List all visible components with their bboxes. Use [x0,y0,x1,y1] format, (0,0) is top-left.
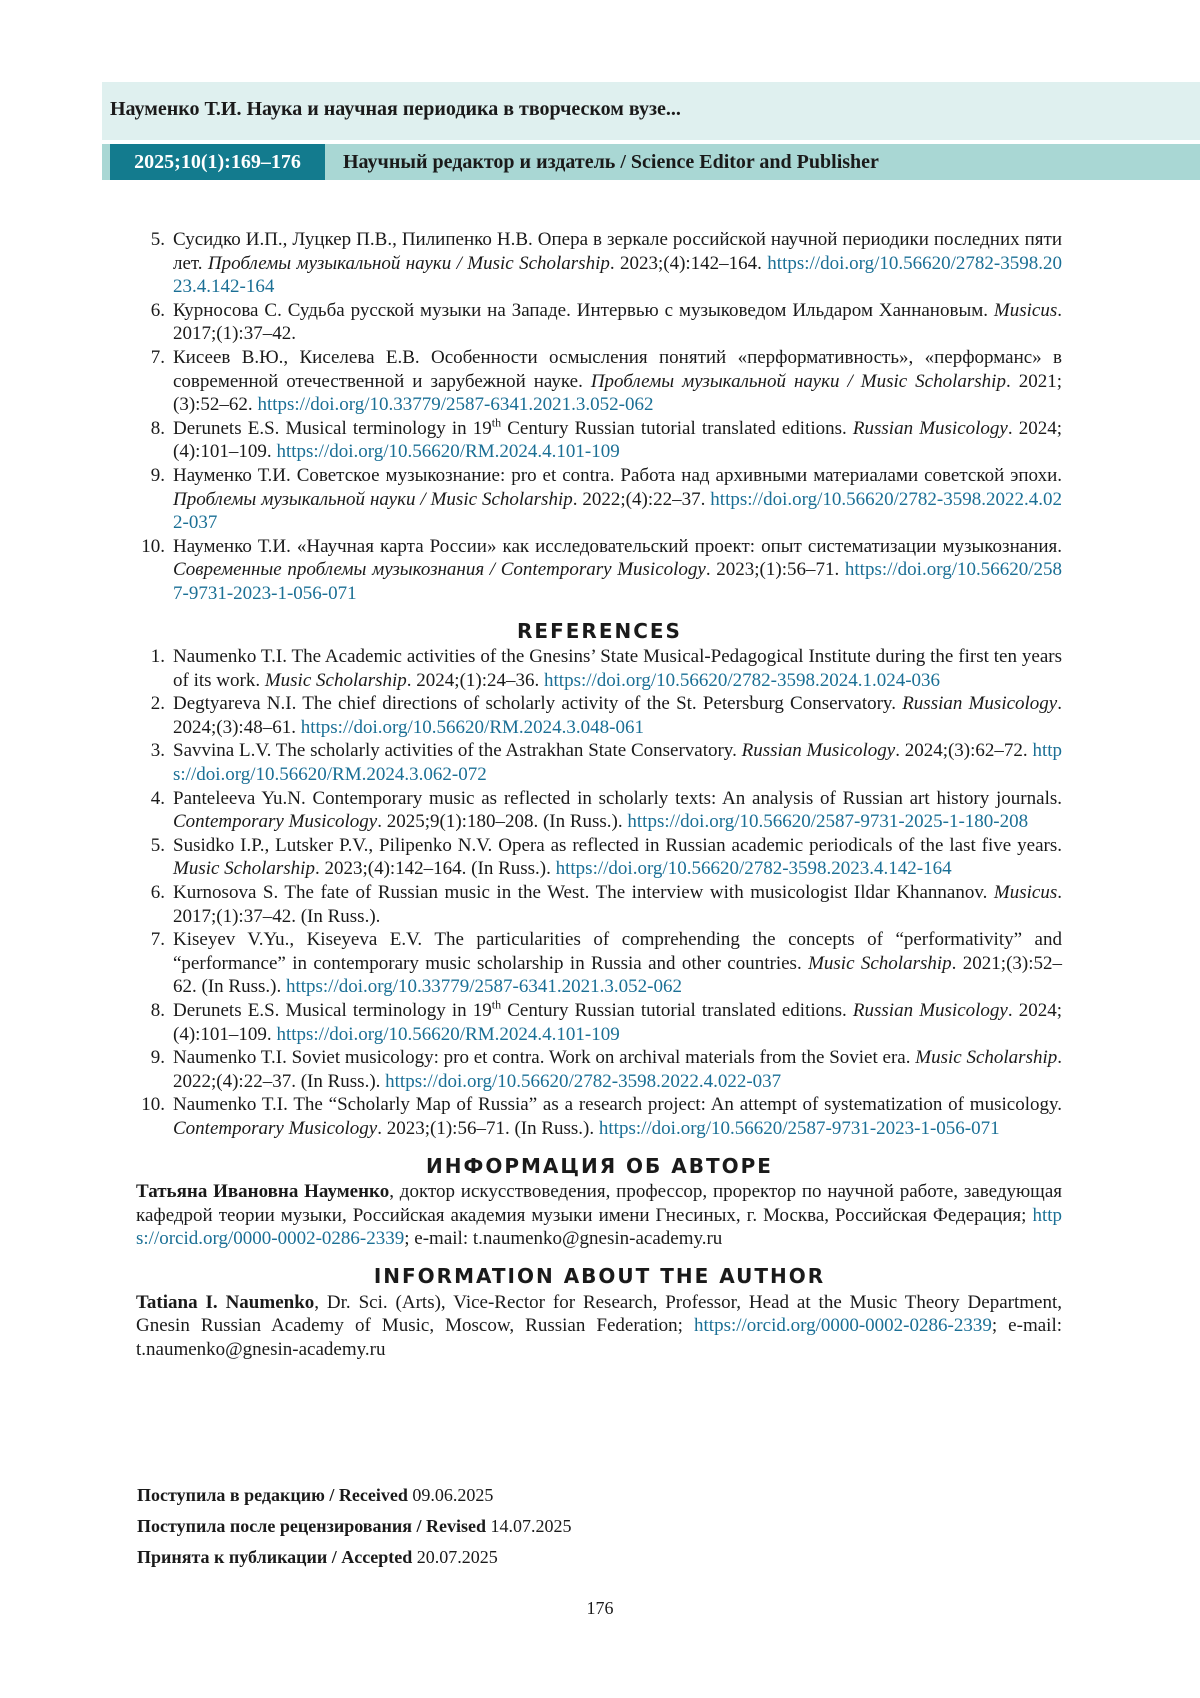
reference-authors-title: Derunets E.S. Musical terminology in 19th Century Russian tutorial translated editions. [173,418,853,439]
author-info-en-heading: INFORMATION ABOUT THE AUTHOR [137,1265,1062,1289]
reference-details: . 2024;(1):24–36. [407,670,544,691]
doi-link[interactable]: https://doi.org/10.56620/RM.2024.4.101-109 [276,441,619,462]
reference-text [173,299,1062,346]
reference-authors-title: Науменко Т.И. Советское музыкознание: pro et contra. Работа над архивными материалами советской эпохи. [173,465,1062,486]
reference-text [173,645,1062,692]
reference-text [173,881,1062,928]
russian-reference-list [137,228,1062,606]
reference-number: 10. [137,1093,165,1117]
reference-journal: Contemporary Musicology [173,811,377,832]
reference-item [137,299,1062,346]
reference-item [137,928,1062,999]
reference-details: . 2023;(4):142–164. [610,253,767,274]
doi-link[interactable]: https://doi.org/10.33779/2587-6341.2021.3.052-062 [286,976,682,997]
author-description-ru: , доктор искусствоведения, профессор, проректор по научной работе, заведующая кафедрой теории музыки, Российская академия музыки имени Гнесиных, г. Москва, Российская Федерация; [136,1181,1062,1226]
reference-authors-title: Naumenko T.I. Soviet musicology: pro et contra. Work on archival materials from the Soviet era. [173,1047,915,1068]
reference-journal: Music Scholarship [265,670,407,691]
reference-authors-title: Науменко Т.И. «Научная карта России» как исследовательский проект: опыт систематизации музыкознания. [173,536,1062,557]
reference-number: 7. [137,346,165,370]
ordinal-suffix: th [492,998,501,1012]
reference-authors-title: Savvina L.V. The scholarly activities of the Astrakhan State Conservatory. [173,740,742,761]
reference-details: . 2025;9(1):180–208. (In Russ.). [377,811,627,832]
reference-text [173,999,1062,1046]
date-revised-label: Поступила после рецензирования / Revised [137,1516,486,1536]
reference-details: . 2024;(3):48–61. [173,693,1062,738]
journal-name: Научный редактор и издатель / Science Editor and Publisher [343,144,879,180]
doi-link[interactable]: https://doi.org/10.56620/RM.2024.3.062-072 [173,740,1062,785]
reference-item [137,999,1062,1046]
reference-text [173,928,1062,999]
reference-item [137,881,1062,928]
author-info-ru-heading: ИНФОРМАЦИЯ ОБ АВТОРЕ [137,1155,1062,1179]
doi-link[interactable]: https://doi.org/10.56620/2587-9731-2023-1-056-071 [599,1118,1000,1139]
reference-number: 3. [137,739,165,763]
reference-details: . 2023;(1):56–71. [706,559,845,580]
reference-details: . 2024;(3):62–72. [895,740,1032,761]
reference-journal: Russian Musicology [853,1000,1008,1021]
reference-authors-title: Degtyareva N.I. The chief directions of scholarly activity of the St. Petersburg Conservatory. [173,693,902,714]
reference-authors-title: Kurnosova S. The fate of Russian music in the West. The interview with musicologist Ildar Khannanov. [173,882,994,903]
date-accepted-value: 20.07.2025 [412,1547,498,1567]
reference-text [173,228,1062,299]
reference-journal: Music Scholarship [915,1047,1057,1068]
doi-link[interactable]: https://doi.org/10.56620/2782-3598.2023.4.142-164 [173,253,1062,298]
date-received-label: Поступила в редакцию / Received [137,1485,408,1505]
date-accepted [137,1542,571,1573]
reference-item [137,739,1062,786]
reference-authors-title: Naumenko T.I. The “Scholarly Map of Russia” as a research project: An attempt of systematization of musicology. [173,1094,1062,1115]
doi-link[interactable]: https://doi.org/10.33779/2587-6341.2021.3.052-062 [257,394,653,415]
date-accepted-label: Принята к публикации / Accepted [137,1547,412,1567]
reference-item [137,1046,1062,1093]
reference-details: . 2017;(1):37–42. [173,300,1062,345]
reference-item [137,692,1062,739]
reference-text [173,739,1062,786]
author-name-ru: Татьяна Ивановна Науменко [136,1181,389,1202]
orcid-link-ru[interactable]: https://orcid.org/0000-0002-0286-2339 [136,1205,1062,1250]
reference-number: 8. [137,417,165,441]
reference-text [173,1093,1062,1140]
reference-details: . 2022;(4):22–37. (In Russ.). [173,1047,1062,1092]
reference-journal: Russian Musicology [742,740,896,761]
reference-item [137,787,1062,834]
reference-authors-title: Susidko I.P., Lutsker P.V., Pilipenko N.V. Opera as reflected in Russian academic periodicals of the last five years. [173,835,1062,856]
reference-number: 10. [137,535,165,559]
reference-journal: Проблемы музыкальной науки / Music Scholarship [208,253,610,274]
doi-link[interactable]: https://doi.org/10.56620/2782-3598.2022.4.022-037 [173,489,1062,534]
reference-item [137,417,1062,464]
reference-item [137,1093,1062,1140]
doi-link[interactable]: https://doi.org/10.56620/2587-9731-2023-1-056-071 [173,559,1062,604]
reference-number: 6. [137,299,165,323]
reference-text [173,346,1062,417]
reference-details: . 2023;(1):56–71. (In Russ.). [377,1118,599,1139]
reference-number: 5. [137,834,165,858]
main-content [137,228,1062,1361]
reference-journal: Contemporary Musicology [173,1118,377,1139]
reference-item [137,645,1062,692]
english-reference-list [137,645,1062,1140]
reference-number: 5. [137,228,165,252]
doi-link[interactable]: https://doi.org/10.56620/RM.2024.3.048-061 [301,717,644,738]
author-email-en: ; e-mail: t.naumenko@gnesin-academy.ru [136,1315,1062,1360]
publication-dates [137,1480,571,1573]
reference-details: . 2021;(3):52–62. (In Russ.). [173,953,1062,998]
doi-link[interactable]: https://doi.org/10.56620/2782-3598.2024.1.024-036 [544,670,940,691]
page-number: 176 [0,1598,1200,1619]
reference-journal: Russian Musicology [853,418,1008,439]
orcid-link-en[interactable]: https://orcid.org/0000-0002-0286-2339 [694,1315,992,1336]
reference-details: . 2024;(4):101–109. [173,1000,1062,1045]
reference-authors-title: Panteleeva Yu.N. Contemporary music as reflected in scholarly texts: An analysis of Russian art history journals. [173,788,1062,809]
running-title: Науменко Т.И. Наука и научная периодика в творческом вузе... [110,98,681,121]
reference-authors-title: Сусидко И.П., Луцкер П.В., Пилипенко Н.В. Опера в зеркале российской научной периодики последних пяти лет. [173,229,1062,274]
reference-details: . 2023;(4):142–164. (In Russ.). [315,858,556,879]
reference-item [137,535,1062,606]
reference-text [173,692,1062,739]
reference-journal: Проблемы музыкальной науки / Music Scholarship [173,489,573,510]
reference-text [173,464,1062,535]
doi-link[interactable]: https://doi.org/10.56620/2587-9731-2025-1-180-208 [627,811,1028,832]
reference-number: 9. [137,464,165,488]
reference-journal: Music Scholarship [808,953,952,974]
reference-number: 2. [137,692,165,716]
author-info-en [136,1291,1062,1362]
reference-number: 8. [137,999,165,1023]
doi-link[interactable]: https://doi.org/10.56620/2782-3598.2022.4.022-037 [385,1071,781,1092]
author-description-en: , Dr. Sci. (Arts), Vice-Rector for Research, Professor, Head at the Music Theory Department, Gnesin Russian Academy of Music, Moscow, Russian Federation; [136,1292,1062,1337]
author-name-en: Tatiana I. Naumenko [136,1292,314,1313]
reference-journal: Современные проблемы музыкознания / Contemporary Musicology [173,559,706,580]
reference-text [173,1046,1062,1093]
date-received [137,1480,571,1511]
reference-number: 6. [137,881,165,905]
reference-details: . 2021;(3):52–62. [173,371,1062,416]
author-email-ru: ; e-mail: t.naumenko@gnesin-academy.ru [404,1228,722,1249]
reference-item [137,228,1062,299]
reference-details: . 2017;(1):37–42. (In Russ.). [173,882,1062,927]
date-revised-value: 14.07.2025 [486,1516,572,1536]
reference-authors-title: Кисеев В.Ю., Киселева Е.В. Особенности осмысления понятий «перформативность», «перформанс» в современной отечественной и зарубежной науке. [173,347,1062,392]
references-heading: REFERENCES [137,620,1062,644]
reference-journal: Musicus [994,300,1057,321]
reference-item [137,834,1062,881]
date-received-value: 09.06.2025 [408,1485,494,1505]
reference-authors-title: Derunets E.S. Musical terminology in 19th Century Russian tutorial translated editions. [173,1000,853,1021]
reference-text [173,787,1062,834]
reference-text [173,417,1062,464]
reference-authors-title: Курносова С. Судьба русской музыки на Западе. Интервью с музыковедом Ильдаром Ханнановым. [173,300,994,321]
reference-authors-title: Naumenko T.I. The Academic activities of the Gnesins’ State Musical-Pedagogical Institute during the first ten years of its work. [173,646,1062,691]
reference-journal: Musicus [994,882,1057,903]
reference-journal: Проблемы музыкальной науки / Music Scholarship [591,371,1006,392]
reference-journal: Music Scholarship [173,858,315,879]
reference-authors-title: Kiseyev V.Yu., Kiseyeva E.V. The particularities of comprehending the concepts of “performativity” and “performance” in contemporary music scholarship in Russia and other countries. [173,929,1062,974]
issue-badge: 2025;10(1):169–176 [110,144,325,180]
reference-number: 1. [137,645,165,669]
reference-number: 4. [137,787,165,811]
reference-journal: Russian Musicology [902,693,1057,714]
reference-details: . 2022;(4):22–37. [573,489,711,510]
ordinal-suffix: th [492,415,501,429]
author-info-ru [136,1180,1062,1251]
reference-number: 7. [137,928,165,952]
reference-item [137,464,1062,535]
doi-link[interactable]: https://doi.org/10.56620/RM.2024.4.101-109 [276,1024,619,1045]
reference-item [137,346,1062,417]
reference-number: 9. [137,1046,165,1070]
date-revised [137,1511,571,1542]
reference-text [173,834,1062,881]
doi-link[interactable]: https://doi.org/10.56620/2782-3598.2023.4.142-164 [556,858,952,879]
reference-details: . 2024;(4):101–109. [173,418,1062,463]
reference-text [173,535,1062,606]
